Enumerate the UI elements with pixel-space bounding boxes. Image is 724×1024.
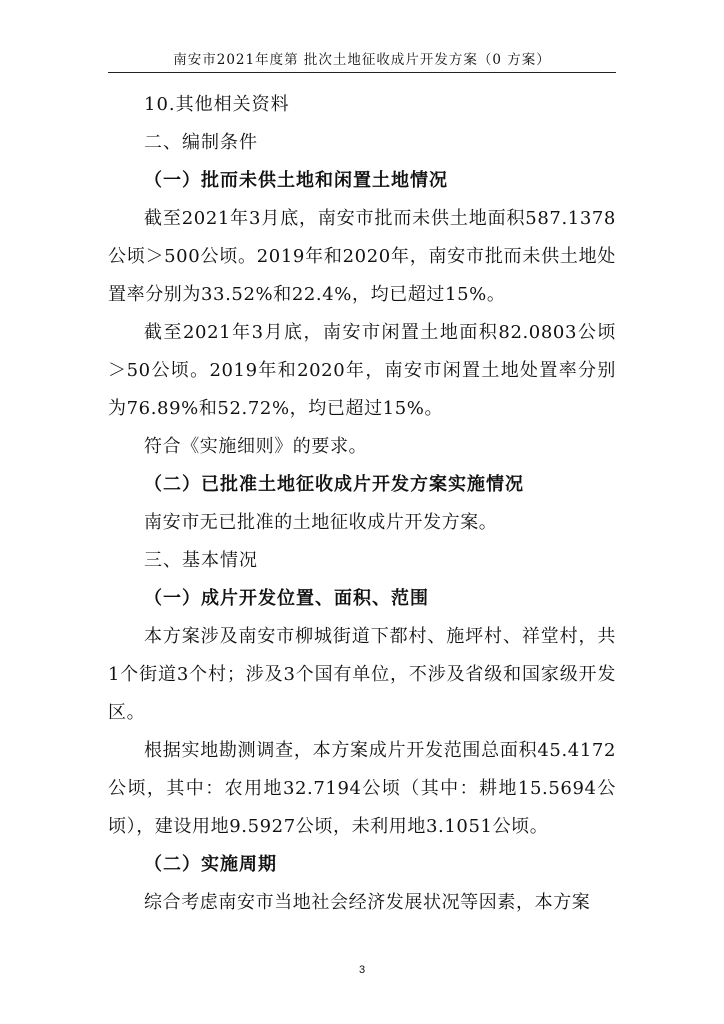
paragraph-no-approved-plans: 南安市无已批准的土地征收成片开发方案。 bbox=[144, 512, 498, 533]
page-number: 3 bbox=[358, 964, 366, 976]
paragraph-period: 综合考虑南安市当地社会经济发展状况等因素，本方案 bbox=[144, 892, 591, 913]
paragraph-compliance: 符合《实施细则》的要求。 bbox=[144, 436, 368, 457]
paragraph-unsupplied-land: 截至2021年3月底，南安市批而未供土地面积587.1378公顷＞500公顷。2019年和2020年，南安市批而未供土地处置率分别为33.52%和22.4%，均已超过15%。 bbox=[108, 208, 616, 305]
paragraph-location: 本方案涉及南安市柳城街道下都村、施坪村、祥堂村，共1个街道3个村；涉及3个国有单位，不涉及省级和国家级开发区。 bbox=[108, 626, 616, 723]
paragraph-area: 根据实地勘测调查，本方案成片开发范围总面积45.4172公顷，其中：农用地32.7194公顷（其中：耕地15.5694公顷），建设用地9.5927公顷，未利用地3.1051公顷。 bbox=[108, 740, 616, 837]
section-heading-basic-info: 三、基本情况 bbox=[144, 550, 258, 571]
subsection-heading-idle-land: （一）批而未供土地和闲置土地情况 bbox=[144, 170, 448, 191]
running-header: 南安市2021年度第 批次土地征收成片开发方案（0 方案） bbox=[108, 50, 616, 73]
list-item-other-materials: 10.其他相关资料 bbox=[144, 94, 290, 115]
paragraph-idle-land: 截至2021年3月底，南安市闲置土地面积82.0803公顷＞50公顷。2019年和2020年，南安市闲置土地处置率分别为76.89%和52.72%，均已超过15%。 bbox=[108, 322, 616, 419]
subsection-heading-location-area: （一）成片开发位置、面积、范围 bbox=[144, 588, 429, 609]
document-body bbox=[108, 86, 616, 922]
subsection-heading-approved-plans: （二）已批准土地征收成片开发方案实施情况 bbox=[144, 474, 524, 495]
section-heading-conditions: 二、编制条件 bbox=[144, 132, 258, 153]
subsection-heading-period: （二）实施周期 bbox=[144, 854, 277, 875]
